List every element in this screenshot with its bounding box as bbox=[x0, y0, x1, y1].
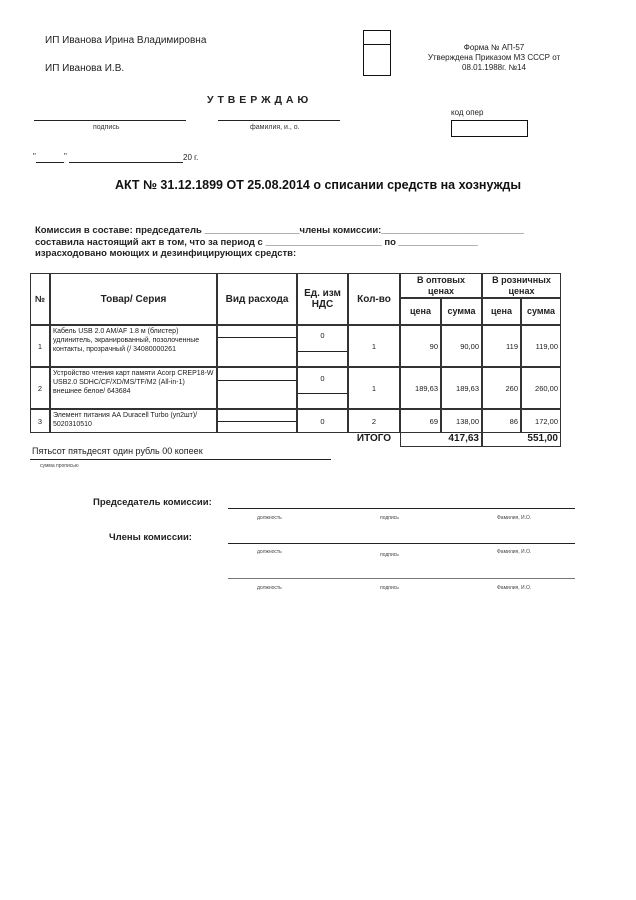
row-retail-price: 86 bbox=[482, 409, 521, 433]
row-retail-sum: 172,00 bbox=[521, 409, 561, 433]
period-line: составила настоящий акт в том, что за период с ______________________ по _______________ bbox=[35, 236, 478, 248]
col-header-retail-sum: сумма bbox=[521, 298, 561, 325]
row-qty: 1 bbox=[348, 367, 400, 409]
row-product: Элемент питания АА Duracell Turbo (уп2шт)/ 5020310510 bbox=[50, 409, 217, 433]
members-label: Члены комиссии: bbox=[109, 532, 192, 543]
col-header-product: Товар/ Серия bbox=[50, 273, 217, 325]
row-num: 3 bbox=[30, 409, 50, 433]
approve-heading: У Т В Е Р Ж Д А Ю bbox=[207, 94, 309, 106]
total-wholesale: 417,63 bbox=[400, 433, 482, 447]
chairman-position-caption: должность bbox=[257, 515, 282, 521]
row-retail-price: 119 bbox=[482, 325, 521, 367]
amount-in-words: Пятьсот пятьдесят один рубль 00 копеек bbox=[32, 446, 203, 456]
member1-signature-caption: подпись bbox=[380, 552, 399, 558]
member2-name-caption: Фамилия, И.О. bbox=[497, 585, 532, 591]
organization-short-name: ИП Иванова И.В. bbox=[45, 63, 125, 74]
commission-line: Комиссия в составе: председатель __________________члены комиссии:___________________________ bbox=[35, 225, 524, 236]
row-expense-type[interactable] bbox=[217, 367, 297, 409]
row-num: 2 bbox=[30, 367, 50, 409]
document-title: АКТ № 31.12.1899 ОТ 25.08.2014 о списании средств на хознужды bbox=[114, 178, 522, 192]
row-unit-vat: 0 bbox=[297, 367, 348, 409]
row-product: Кабель USB 2.0 AM/AF 1.8 м (блистер) удлинитель, экранированный, позолоченные контакты, прозрачный (/ 34080000261 bbox=[50, 325, 217, 367]
row-wholesale-sum: 90,00 bbox=[441, 325, 482, 367]
row-qty: 2 bbox=[348, 409, 400, 433]
form-approval: Утверждена Приказом МЗ СССР от bbox=[427, 53, 561, 62]
row-expense-type[interactable] bbox=[217, 325, 297, 367]
op-code-field[interactable] bbox=[451, 120, 528, 137]
amount-in-words-caption: сумма прописью bbox=[40, 463, 79, 469]
consumed-line: израсходовано моющих и дезинфицирующих средств: bbox=[35, 248, 297, 259]
col-header-wholesale-group: В оптовых ценах bbox=[400, 273, 482, 298]
col-header-retail-price: цена bbox=[482, 298, 521, 325]
name-caption: фамилия, и., о. bbox=[250, 124, 300, 131]
member2-signature-caption: подпись bbox=[380, 585, 399, 591]
date-day-line[interactable] bbox=[36, 162, 64, 163]
row-unit-vat: 0 bbox=[297, 325, 348, 367]
col-header-wholesale-price: цена bbox=[400, 298, 441, 325]
member1-signature-line[interactable] bbox=[228, 543, 575, 544]
chairman-signature-caption: подпись bbox=[380, 515, 399, 521]
chairman-signature-line[interactable] bbox=[228, 508, 575, 509]
total-retail: 551,00 bbox=[482, 433, 561, 447]
col-header-num: № bbox=[30, 273, 50, 325]
col-header-expense-type: Вид расхода bbox=[217, 273, 297, 325]
row-retail-sum: 260,00 bbox=[521, 367, 561, 409]
op-code-label: код опер bbox=[451, 108, 484, 117]
form-code-box bbox=[363, 30, 391, 76]
col-header-retail-group: В розничных ценах bbox=[482, 273, 561, 298]
member1-name-caption: Фамилия, И.О. bbox=[497, 549, 532, 555]
member2-signature-line[interactable] bbox=[228, 578, 575, 579]
member2-position-caption: должность bbox=[257, 585, 282, 591]
row-wholesale-price: 90 bbox=[400, 325, 441, 367]
form-code-box-divider bbox=[364, 44, 390, 45]
organization-full-name: ИП Иванова Ирина Владимировна bbox=[45, 35, 207, 46]
chairman-label: Председатель комиссии: bbox=[93, 497, 212, 508]
row-qty: 1 bbox=[348, 325, 400, 367]
row-wholesale-sum: 189,63 bbox=[441, 367, 482, 409]
row-wholesale-price: 69 bbox=[400, 409, 441, 433]
total-label: ИТОГО bbox=[356, 433, 392, 444]
row-expense-type[interactable] bbox=[217, 409, 297, 433]
date-year-suffix: 20 г. bbox=[183, 153, 199, 162]
row-product: Устройство чтения карт памяти Acorp CREP18-W USB2.0 SDHC/CF/XD/MS/TF/M2 (All-in-1) внешнее белое/ 643684 bbox=[50, 367, 217, 409]
row-wholesale-sum: 138,00 bbox=[441, 409, 482, 433]
col-header-wholesale-sum: сумма bbox=[441, 298, 482, 325]
row-wholesale-price: 189,63 bbox=[400, 367, 441, 409]
signature-caption: подпись bbox=[93, 124, 120, 131]
amount-in-words-line bbox=[30, 459, 331, 460]
row-retail-price: 260 bbox=[482, 367, 521, 409]
commission-block bbox=[35, 225, 524, 260]
row-retail-sum: 119,00 bbox=[521, 325, 561, 367]
chairman-name-caption: Фамилия, И.О. bbox=[497, 515, 532, 521]
approver-name-line[interactable] bbox=[218, 120, 340, 121]
approver-signature-line[interactable] bbox=[34, 120, 186, 121]
col-header-qty: Кол-во bbox=[348, 273, 400, 325]
date-month-line[interactable] bbox=[69, 162, 183, 163]
form-number: Форма № АП-57 bbox=[463, 43, 525, 52]
form-info bbox=[424, 43, 564, 73]
form-approval-date: 08.01.1988г. №14 bbox=[462, 63, 526, 72]
row-num: 1 bbox=[30, 325, 50, 367]
row-unit-vat: 0 bbox=[297, 409, 348, 433]
member1-position-caption: должность bbox=[257, 549, 282, 555]
date-quote-close: " bbox=[64, 152, 67, 161]
date-quote-open: " bbox=[33, 152, 36, 161]
col-header-unit-vat: Ед. изм НДС bbox=[297, 273, 348, 325]
